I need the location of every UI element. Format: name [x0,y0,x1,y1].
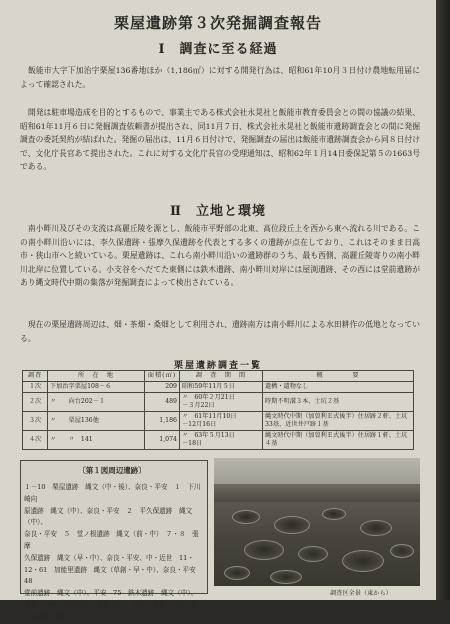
cell-period: 〃 61年11月10日 －12月16日 [180,412,263,431]
col-header-area: 面積(㎡) [145,371,180,382]
cell-location: 〃 栗屋136他 [48,412,145,431]
cell-area: 209 [145,382,180,393]
section2-heading: Ⅱ 立地と環境 [170,204,266,219]
photo-pit [298,546,328,562]
col-header-location: 所 在 地 [48,371,145,382]
table-row [23,382,414,393]
photo-pit [244,540,284,560]
cell-location: 〃 向台202－１ [48,393,145,412]
cell-period: 昭和59年11月５日 [180,382,263,393]
survey-table-title: 栗屋遺跡調査一覧 [173,361,262,371]
cell-location: 下加治字栗屋108－６ [48,382,145,393]
photo-pit [224,566,250,580]
page-edge [436,0,450,600]
section1-paragraph-2: 開発は駐車場造成を目的とするもので、事業主である株式会社永晃社と飯能市教育委員会との間の協議の結果、昭和61年11月６日に発掘調査依頼書が提出され、同11月７日、株式会社永晃社と飯能市遺跡調査会との間に発掘調査の委託契約が結ばれた。発掘の届出は、11月６日付けで、発掘調査の届出は飯能市遺跡調査会から同８日付けで、文化庁長官あて提出された。これに対する文化庁長官の受理通知は、昭和62年１月14日委保記第５の1663号である。 [20,108,420,172]
photo-pit [342,550,384,572]
photo-pit [390,544,414,558]
col-header-survey: 調査 [23,371,48,382]
cell-survey: ４次 [23,431,48,450]
cell-summary: 遺構・遺物なし [263,382,414,393]
section2-paragraph-2: 現在の栗屋遺跡周辺は、畑・茶畑・桑畑として利用され、遺跡南方は南小畔川による水田耕作の低地となっている。 [20,320,420,343]
col-header-period: 調 査 期 間 [180,371,263,382]
site-list-line: ノ原遺跡 縄文（中） [24,612,90,621]
section1-paragraph-1: 飯能市大字下加治字栗屋136番地ほか（1,186㎡）に対する開発行為は、昭和61年10月３日付け農地転用届によって確認された。 [20,66,420,89]
section2-paragraph-1: 南小畔川及びその支流は高麗丘陵を源とし、飯能市平野部の北東、高位段丘上を西から東へ流れる川である。この南小畔川沿いには、李久保遺跡・張摩久保遺跡を代表とする多くの遺跡が点在しており、これはそのまま日高市・狭山市へと続いている。栗屋遺跡は、これら南小畔川沿いの遺跡群のうち、最も西側、高麗丘陵寄りの南小畔川北岸に位置している。小支谷をへだてた東側には鉄木遺跡、南小畔川対岸には屋渕遺跡、その西には堂前遺跡があり縄文時代中期の集落が発掘調査によって検出されている。 [20,224,420,288]
photo-caption: 調査区全景（東から） [330,590,392,597]
site-list-line: 久保遺跡 縄文（早・中）、奈良・平安、中・近世 11・ [24,553,194,562]
survey-table [22,370,414,450]
photo-pit [270,570,302,584]
cell-summary: 縄文時代中期（加曽利Ｅ式後半）住居跡２軒、土坑33基、近世井戸跡１基 [263,412,414,431]
cell-survey: ３次 [23,412,48,431]
site-list-line: 12・61 加能里遺跡 縄文（草創・早・中）、奈良・平安 48 [24,565,203,586]
cell-location: 〃 〃 141 [48,431,145,450]
section1-heading: Ⅰ 調査に至る経過 [158,42,278,57]
col-header-summary: 概 要 [263,371,414,382]
photo-pit [232,510,260,524]
survey-table-header-row [23,371,414,382]
table-row [23,431,414,450]
site-list-line: １－10 栗屋遺跡 縄文（中・後）、奈良・平安 １ 下川崎向 [24,483,201,503]
photo-pit [360,520,392,536]
site-list-line: 堂前遺跡 縄文（中）、平安 75 鉄木遺跡 縄文（中）、 [24,589,198,598]
cell-summary: 縄文時代中期（加曽利Ｅ式後半）住居跡１軒、土坑４基 [263,431,414,450]
photo-pit [322,508,346,520]
cell-area: 1,074 [145,431,180,450]
cell-summary: 時期不明溝３本、土坑２基 [263,393,414,412]
site-map-title: 〔第１図周辺遺跡〕 [78,466,146,475]
table-row [23,412,414,431]
photo-pit [274,516,310,534]
report-title: 栗屋遺跡第３次発掘調査報告 [113,14,322,32]
site-list-line: 奈良・平安 ５ 堂ノ根遺跡 縄文（前・中） ７・８ 張摩 [24,530,199,550]
photo-background-ridge [214,484,420,502]
cell-period: 〃 60年２月21日 －３月22日 [180,393,263,412]
cell-area: 1,186 [145,412,180,431]
excavation-photo [214,458,420,586]
site-list-line: 平安 108 屋渕遺跡 縄文（中）、奈良・平安 115 前 [24,600,198,609]
cell-survey: ２次 [23,393,48,412]
table-row [23,393,414,412]
site-list [24,482,202,624]
cell-period: 〃 63年５月13日 －18日 [180,431,263,450]
cell-area: 489 [145,393,180,412]
site-list-line: 原遺跡 縄文（中）、奈良・平安 ２ 平久保遺跡 縄文（中）、 [24,506,193,527]
cell-survey: １次 [23,382,48,393]
